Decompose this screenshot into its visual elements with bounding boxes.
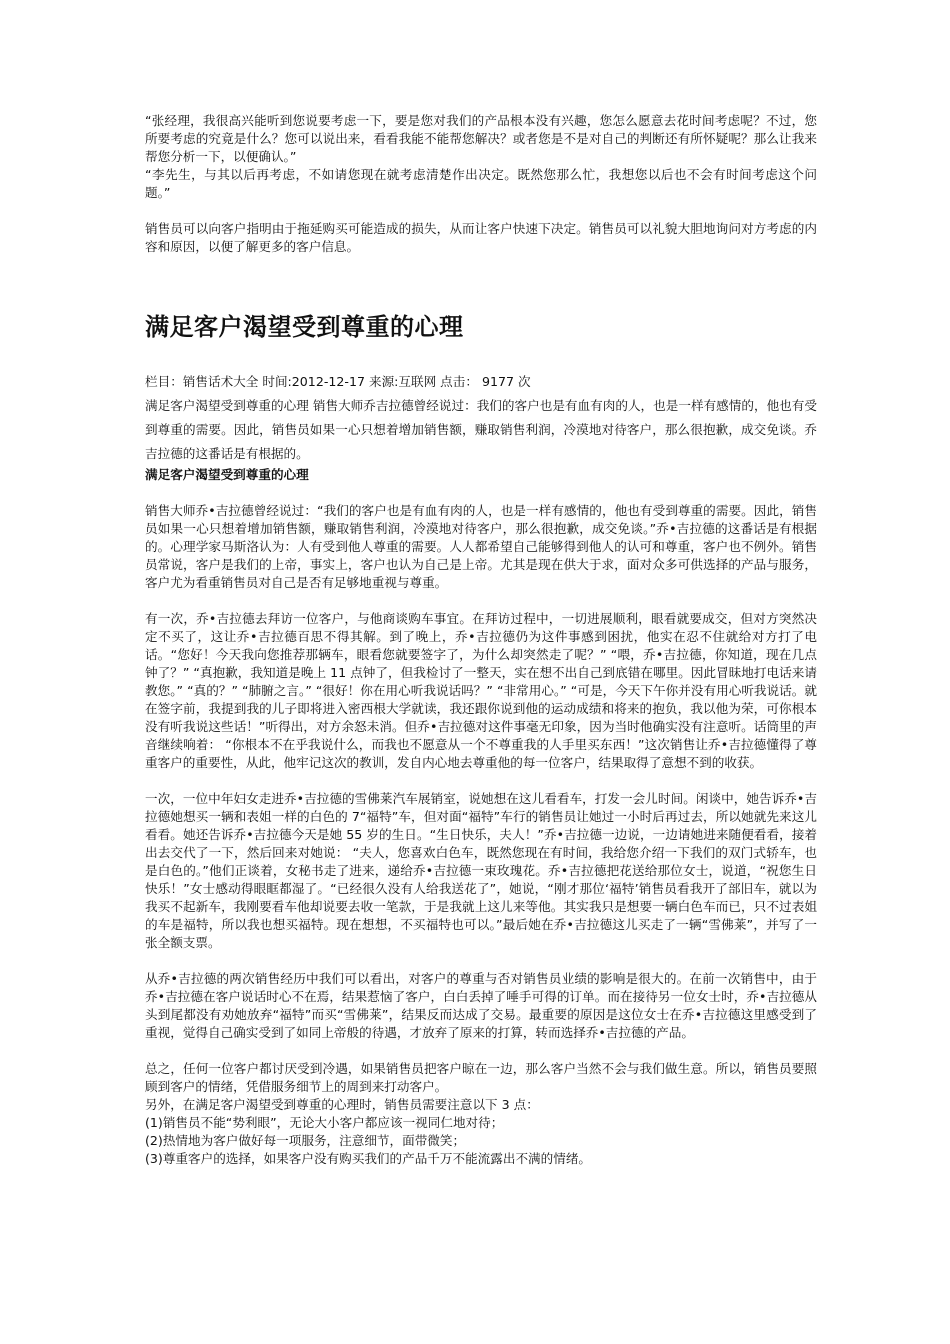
point-item-1: (1)销售员不能“势利眼”，无论大小客户都应该一视同仁地对待； — [145, 1115, 504, 1130]
body-paragraph-2: 有一次，乔•吉拉德去拜访一位客户，与他商谈购车事宜。在拜访过程中，一切进展顺利，眼看就要成交，但对方突然决定不买了，这让乔•吉拉德百思不得其解。到了晚上，乔•吉拉德仍为这件事感到困扰，他实在忍不住就给对方打了电话。“您好！今天我向您推荐那辆车，眼看您就要签字了，为什么却突然走了呢？” “喂，乔•吉拉德，你知道，现在几点钟了？” “真抱歉，我知道是晚上 11 点钟了，但我检讨了一整天，实在想不出自己到底错在哪里。因此冒昧地打电话来请教您。” “真的？” “肺腑之言。” “很好！你在用心听我说话吗？” “非常用心。” “可是，今天下午你并没有用心听我说话。就在签字前，我提到我的儿子即将进入密西根大学就读，我还跟你说到他的运动成绩和将来的抱负，我以他为荣，可你根本没有听我说这些话！”听得出，对方余怒未消。但乔•吉拉德对这件事毫无印象，因为当时他确实没有注意听。话筒里的声音继续响着： “你根本不在乎我说什么，而我也不愿意从一个不尊重我的人手里买东西！”这次销售让乔•吉拉德懂得了尊重客户的重要性，从此，他牢记这次的教训，发自内心地去尊重他的每一位客户，结果取得了意想不到的收获。 — [145, 611, 817, 770]
body-paragraph-3: 一次，一位中年妇女走进乔•吉拉德的雪佛莱汽车展销室，说她想在这儿看看车，打发一会儿时间。闲谈中，她告诉乔•吉拉德她想买一辆和表姐一样的白色的 7“福特”车，但对面“福特”车行的销售员让她过一小时后再过去，所以她就先来这儿看看。她还告诉乔•吉拉德今天是她 55 岁的生日。“生日快乐，夫人！”乔•吉拉德一边说，一边请她进来随便看看，接着出去交代了一下，然后回来对她说： “夫人，您喜欢白色车，既然您现在有时间，我给您介绍一下我们的双门式轿车，也是白色的。”他们正谈着，女秘书走了进来，递给乔•吉拉德一束玫瑰花。乔•吉拉德把花送给那位女士，说道，“祝您生日快乐！”女士感动得眼眶都湿了。“已经很久没有人给我送花了”，她说，“刚才那位‘福特’销售员看我开了部旧车，就以为我买不起新车，我刚要看车他却说要去收一笔款，于是我就上这儿来等他。其实我只是想要一辆白色车而已，只不过表姐的车是福特，所以我也想买福特。现在想想，不买福特也可以。”最后她在乔•吉拉德这儿买走了一辆“雪佛莱”，并写了一张全额支票。 — [145, 791, 817, 950]
points-intro: 另外，在满足客户渴望受到尊重的心理时，销售员需要注意以下 3 点： — [145, 1097, 539, 1112]
body-paragraph-1: 销售大师乔•吉拉德曾经说过：“我们的客户也是有血有肉的人，也是一样有感情的，他也有受到尊重的需要。因此，销售员如果一心只想着增加销售额，赚取销售利润，冷漠地对待客户，那么很抱歉，成交免谈。”乔•吉拉德的这番话是有根据的。心理学家马斯洛认为：人有受到他人尊重的需要。人人都希望自己能够得到他人的认可和尊重，客户也不例外。销售员常说，客户是我们的上帝，事实上，客户也认为自己是上帝。尤其是现在供大于求，面对众多可供选择的产品与服务，客户尤为看重销售员对自己是否有足够地重视与尊重。 — [145, 503, 817, 590]
article-subheading: 满足客户渴望受到尊重的心理 — [145, 467, 309, 482]
quote-paragraph-1: “张经理，我很高兴能听到您说要考虑一下，要是您对我们的产品根本没有兴趣，您怎么愿意去花时间考虑呢？不过，您所要考虑的究竟是什么？您可以说出来，看看我能不能帮您解决？或者您是不是对自己的判断还有所怀疑呢？那么让我来帮您分析一下，以便确认。” — [145, 113, 817, 164]
body-paragraph-4: 从乔•吉拉德的两次销售经历中我们可以看出，对客户的尊重与否对销售员业绩的影响是很大的。在前一次销售中，由于乔•吉拉德在客户说话时心不在焉，结果惹恼了客户，白白丢掉了唾手可得的订单。而在接待另一位女士时，乔•吉拉德从头到尾都没有劝她放弃“福特”而买“雪佛莱”，结果反而达成了交易。最重要的原因是这位女士在乔•吉拉德这里感受到了重视，觉得自己确实受到了如同上帝般的待遇，才放弃了原来的打算，转而选择乔•吉拉德的产品。 — [145, 971, 817, 1040]
advice-paragraph: 销售员可以向客户指明由于拖延购买可能造成的损失，从而让客户快速下决定。销售员可以礼貌大胆地询问对方考虑的内容和原因，以便了解更多的客户信息。 — [145, 221, 817, 254]
article-meta: 栏目：销售话术大全 时间:2012-12-17 来源:互联网 点击： 9177 次 — [145, 374, 531, 389]
point-item-2: (2)热情地为客户做好每一项服务，注意细节，面带微笑； — [145, 1133, 466, 1148]
article-title: 满足客户渴望受到尊重的心理 — [145, 313, 464, 341]
article-intro: 满足客户渴望受到尊重的心理 销售大师乔吉拉德曾经说过：我们的客户也是有血有肉的人，也是一样有感情的，他也有受到尊重的需要。因此，销售员如果一心只想着增加销售额，赚取销售利润，冷漠地对待客户，那么很抱歉，成交免谈。乔吉拉德的这番话是有根据的。 — [145, 398, 817, 461]
quote-paragraph-2: “李先生，与其以后再考虑，不如请您现在就考虑清楚作出决定。既然您那么忙，我想您以后也不会有时间考虑这个问题。” — [145, 167, 817, 200]
conclusion-paragraph: 总之，任何一位客户都讨厌受到冷遇，如果销售员把客户晾在一边，那么客户当然不会与我们做生意。所以，销售员要照顾到客户的情绪，凭借服务细节上的周到来打动客户。 — [145, 1061, 817, 1094]
document-page — [145, 112, 817, 1168]
point-item-3: (3)尊重客户的选择，如果客户没有购买我们的产品千万不能流露出不满的情绪。 — [145, 1151, 592, 1166]
